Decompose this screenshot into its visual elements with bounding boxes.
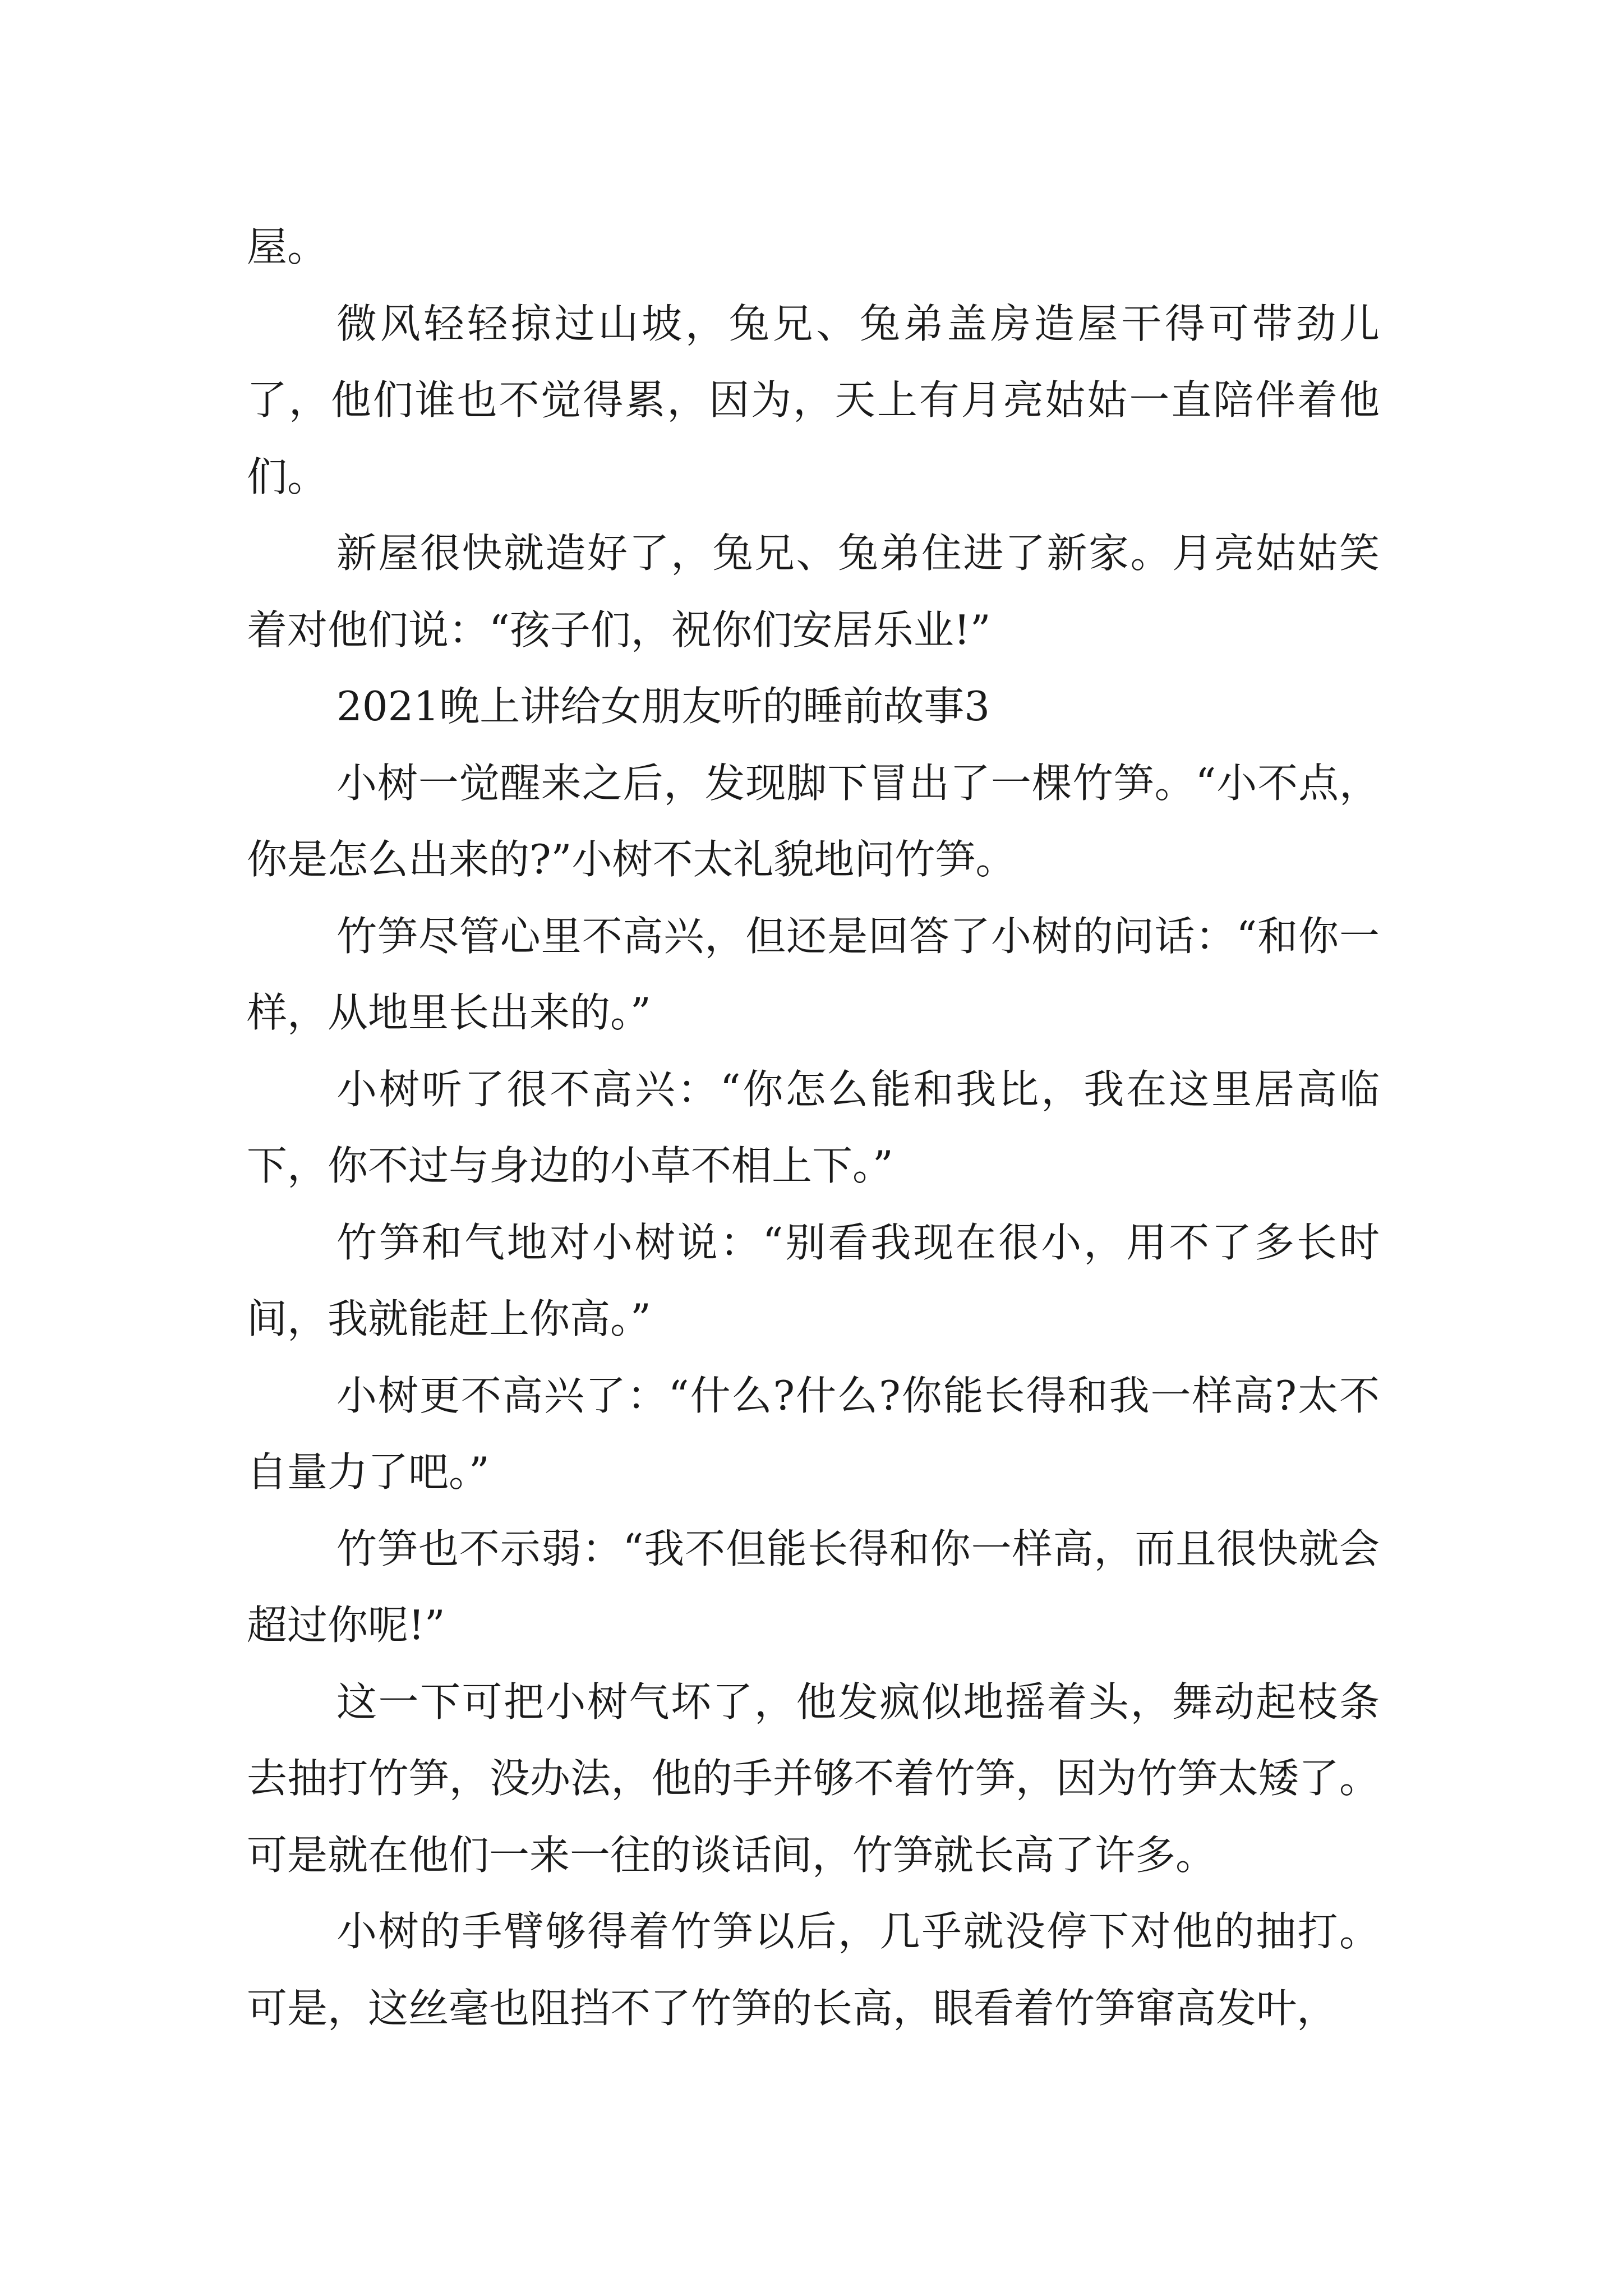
paragraph: 屋。 <box>247 223 328 270</box>
paragraph: 小树听了很不高兴：“你怎么能和我比，我在这里居高临下，你不过与身边的小草不相上下。” <box>247 1065 1380 1189</box>
paragraph: 竹笋也不示弱：“我不但能长得和你一样高，而且很快就会超过你呢!” <box>247 1525 1380 1649</box>
section-heading: 2021晚上讲给女朋友听的睡前故事3 <box>336 683 990 730</box>
paragraph: 微风轻轻掠过山坡，兔兄、兔弟盖房造屋干得可带劲儿了，他们谁也不觉得累，因为，天上有月亮姑姑一直陪伴着他们。 <box>247 300 1380 500</box>
paragraph: 竹笋尽管心里不高兴，但还是回答了小树的问话：“和你一样，从地里长出来的。” <box>247 912 1380 1036</box>
paragraph: 小树的手臂够得着竹笋以后，几乎就没停下对他的抽打。可是，这丝毫也阻挡不了竹笋的长高，眼看着竹笋窜高发叶， <box>247 1908 1380 2032</box>
paragraph: 小树更不高兴了：“什么?什么?你能长得和我一样高?太不自量力了吧。” <box>247 1372 1380 1496</box>
paragraph: 小树一觉醒来之后，发现脚下冒出了一棵竹笋。“小不点，你是怎么出来的?”小树不太礼貌地问竹笋。 <box>247 759 1380 883</box>
paragraph: 新屋很快就造好了，兔兄、兔弟住进了新家。月亮姑姑笑着对他们说：“孩子们，祝你们安居乐业!” <box>247 530 1380 654</box>
paragraph: 竹笋和气地对小树说：“别看我现在很小，用不了多长时间，我就能赶上你高。” <box>247 1218 1380 1342</box>
document-body <box>247 209 1380 2046</box>
paragraph: 这一下可把小树气坏了，他发疯似地摇着头，舞动起枝条去抽打竹笋，没办法，他的手并够不着竹笋，因为竹笋太矮了。可是就在他们一来一往的谈话间，竹笋就长高了许多。 <box>247 1678 1380 1879</box>
